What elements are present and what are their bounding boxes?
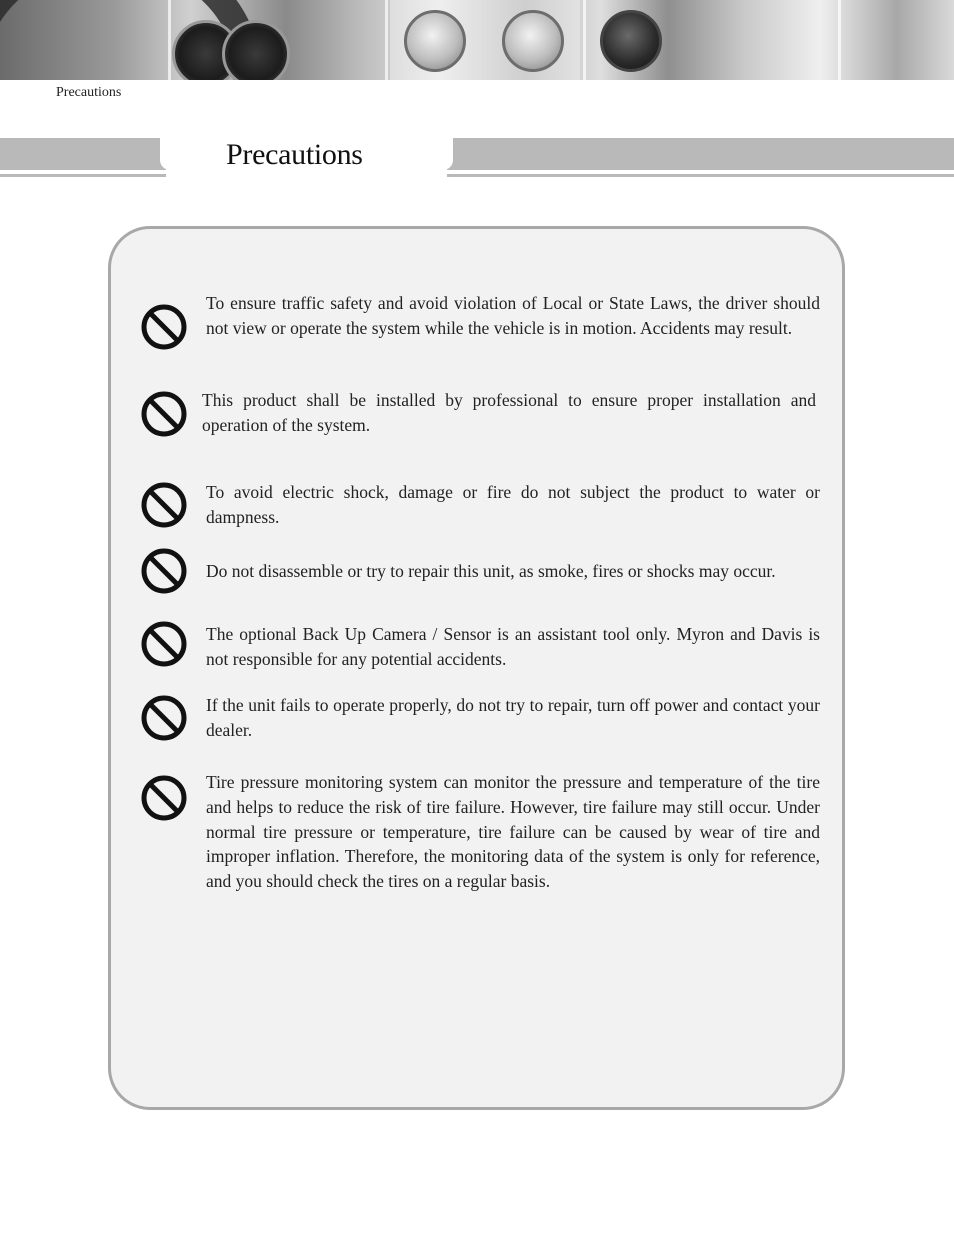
prohibition-icon	[140, 694, 188, 742]
precaution-text: To ensure traffic safety and avoid violation of Local or State Laws, the driver should not view or operate the system while the vehicle is in motion. Accidents may result.	[206, 293, 820, 338]
precaution-text: Tire pressure monitoring system can monitor the pressure and temperature of the tire and helps to reduce the risk of tire failure. However, tire failure may still occur. Under normal tire pressure or temperature, tire failure can be caused by wear of tire and improper inflation. Therefore, the monitoring data of the system is only for reference, and you should check the tires on a regular basis.	[206, 772, 820, 892]
climate-knob	[404, 10, 466, 72]
prohibition-icon	[140, 774, 188, 822]
running-head: Precautions	[56, 85, 122, 100]
header-banner	[0, 0, 954, 80]
banner-divider	[583, 0, 586, 80]
prohibition-icon	[140, 390, 188, 438]
climate-knob	[502, 10, 564, 72]
prohibition-icon	[140, 481, 188, 529]
tachometer-graphic	[222, 20, 290, 80]
title-bar-right	[447, 138, 954, 180]
precaution-text: Do not disassemble or try to repair this unit, as smoke, fires or shocks may occur.	[206, 561, 776, 581]
page-title: Precautions	[226, 138, 363, 171]
banner-divider	[168, 0, 171, 80]
banner-divider	[385, 0, 388, 80]
precaution-text: The optional Back Up Camera / Sensor is an assistant tool only. Myron and Davis is not responsible for any potential accidents.	[206, 624, 820, 669]
climate-knob	[600, 10, 662, 72]
prohibition-icon	[140, 303, 188, 351]
prohibition-icon	[140, 620, 188, 668]
precaution-text: To avoid electric shock, damage or fire do not subject the product to water or dampness.	[206, 482, 820, 527]
prohibition-icon	[140, 547, 188, 595]
precaution-text: This product shall be installed by professional to ensure proper installation and operation of the system.	[202, 390, 816, 435]
title-bar-left	[0, 138, 166, 180]
banner-divider	[838, 0, 841, 80]
precaution-text: If the unit fails to operate properly, do not try to repair, turn off power and contact your dealer.	[206, 695, 820, 740]
